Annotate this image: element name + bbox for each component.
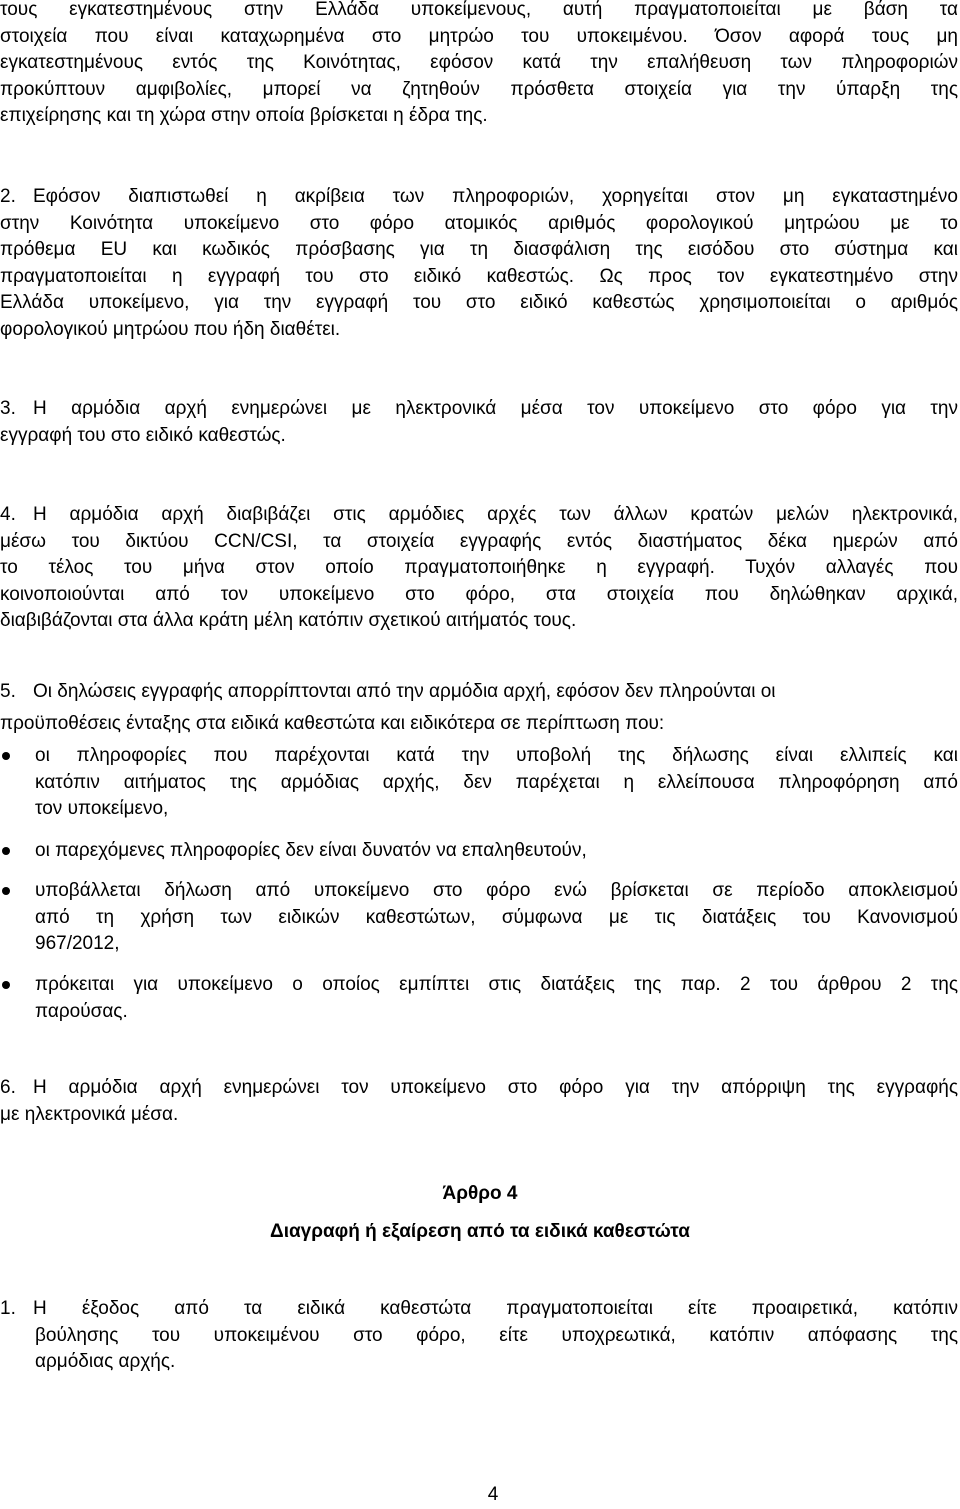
paragraph-4 bbox=[0, 502, 958, 635]
text-line: πρόθεμα EU και κωδικός πρόσβασης για τη διασφάλιση της εισόδου στο σύστημα και bbox=[0, 239, 958, 260]
text-line: κοινοποιούνται από τον υποκείμενο στο φόρο, στα στοιχεία που δηλώθηκαν αρχικά, bbox=[0, 583, 958, 605]
text-line: παρούσας. bbox=[35, 1000, 128, 1022]
paragraph-3 bbox=[0, 396, 958, 449]
text-line-content: Η αρμόδια αρχή διαβιβάζει στις αρμόδιες αρχές των άλλων κρατών μελών ηλεκτρονικά, bbox=[33, 504, 958, 525]
text-line: αρμόδιας αρχής. bbox=[35, 1351, 176, 1372]
text-line-content: Η αρμόδια αρχή ενημερώνει τον υποκείμενο στο φόρο για την απόρριψη της εγγραφής bbox=[33, 1077, 958, 1098]
text-line bbox=[0, 1075, 958, 1102]
text-line: προκύπτουν αμφιβολίες, μπορεί να ζητηθούν πρόσθετα στοιχεία για την ύπαρξη της bbox=[0, 78, 958, 100]
intro-paragraph bbox=[0, 0, 958, 130]
text-line: οι πληροφορίες που παρέχονται κατά την υποβολή της δήλωσης είναι ελλιπείς και bbox=[35, 745, 958, 766]
list-item-text bbox=[35, 743, 958, 823]
paragraph-number: 6. bbox=[0, 1077, 16, 1098]
text-line: πρόκειται για υποκείμενο ο οποίος εμπίπτει στις διατάξεις της παρ. 2 του άρθρου 2 της bbox=[35, 974, 958, 995]
text-line bbox=[0, 679, 958, 706]
article-4-paragraph-1 bbox=[0, 1296, 958, 1376]
page-number: 4 bbox=[487, 1484, 499, 1505]
text-line: βούλησης του υποκειμένου στο φόρο, είτε υποχρεωτικά, κατόπιν απόφασης της bbox=[35, 1324, 958, 1346]
text-line: τους εγκατεστημένους στην Ελλάδα υποκείμενους, αυτή πραγματοποιείται με βάση τα bbox=[0, 0, 958, 20]
paragraph-number: 2. bbox=[0, 186, 16, 207]
text-line-content: Η αρμόδια αρχή ενημερώνει με ηλεκτρονικά μέσα τον υποκείμενο στο φόρο για την bbox=[33, 398, 958, 419]
text-line bbox=[0, 1296, 958, 1323]
list-item-text bbox=[35, 838, 958, 865]
text-line: από τη χρήση των ειδικών καθεστώτων, σύμφωνα με τις διατάξεις του Κανονισμού bbox=[35, 906, 958, 928]
paragraph-number: 4. bbox=[0, 504, 16, 525]
text-line: με ηλεκτρονικά μέσα. bbox=[0, 1103, 179, 1125]
text-line: προϋποθέσεις ένταξης στα ειδικά καθεστώτα και ειδικότερα σε περίπτωση που: bbox=[0, 712, 665, 734]
paragraph-number: 5. bbox=[0, 681, 16, 702]
text-line: τον υποκείμενο, bbox=[35, 798, 169, 819]
text-line: πραγματοποιείται η εγγραφή του στο ειδικό καθεστώς. Ως προς τον εγκατεστημένο στην bbox=[0, 265, 958, 287]
text-line: κατόπιν αιτήματος της αρμόδιας αρχής, δεν παρέχεται η ελλείπουσα πληροφόρηση από bbox=[35, 771, 958, 793]
text-line bbox=[0, 396, 958, 423]
text-line-content: Η έξοδος από τα ειδικά καθεστώτα πραγματοποιείται είτε προαιρετικά, κατόπιν bbox=[33, 1298, 958, 1319]
text-line: στην Κοινότητα υποκείμενο στο φόρο ατομικός αριθμός φορολογικού μητρώου με το bbox=[0, 212, 958, 234]
bullet-icon bbox=[2, 981, 10, 989]
text-line: 967/2012, bbox=[35, 933, 120, 954]
paragraph-6 bbox=[0, 1075, 958, 1128]
list-item-text bbox=[35, 972, 958, 1025]
text-line: μέσω του δικτύου CCN/CSI, τα στοιχεία εγγραφής εντός διαστήματος δέκα ημερών από bbox=[0, 530, 958, 552]
paragraph-number: 1. bbox=[0, 1298, 16, 1319]
bullet-icon bbox=[2, 887, 10, 895]
bullet-icon bbox=[2, 847, 10, 855]
text-line: φορολογικού μητρώου που ήδη διαθέτει. bbox=[0, 318, 341, 340]
paragraph-2 bbox=[0, 184, 958, 343]
text-line: διαβιβάζονται στα άλλα κράτη μέλη κατόπιν σχετικού αιτήματός τους. bbox=[0, 610, 577, 631]
text-line: στοιχεία που είναι καταχωρημένα στο μητρώο του υποκειμένου. Όσον αφορά τους μη bbox=[0, 25, 958, 47]
text-line: εγγραφή του στο ειδικό καθεστώς. bbox=[0, 424, 286, 446]
bullet-icon bbox=[2, 752, 10, 760]
text-line: υποβάλλεται δήλωση από υποκείμενο στο φόρο ενώ βρίσκεται σε περίοδο αποκλεισμού bbox=[35, 880, 958, 901]
article-subtitle: Διαγραφή ή εξαίρεση από τα ειδικά καθεστώτα bbox=[270, 1221, 690, 1242]
text-line: Ελλάδα υποκείμενο, για την εγγραφή του στο ειδικό καθεστώς χρησιμοποιείται ο αριθμός bbox=[0, 292, 958, 313]
paragraph-5 bbox=[0, 679, 958, 737]
article-title: Άρθρο 4 bbox=[442, 1183, 518, 1204]
text-line: εγκατεστημένους εντός της Κοινότητας, εφόσον κατά την επαλήθευση των πληροφοριών bbox=[0, 52, 958, 73]
text-line bbox=[0, 502, 958, 529]
paragraph-number: 3. bbox=[0, 398, 16, 419]
text-line: το τέλος του μήνα στον οποίο πραγματοποιήθηκε η εγγραφή. Τυχόν αλλαγές που bbox=[0, 557, 958, 578]
text-line-content: Εφόσον διαπιστωθεί η ακρίβεια των πληροφοριών, χορηγείται στον μη εγκαταστημένο bbox=[33, 186, 958, 207]
text-line: οι παρεχόμενες πληροφορίες δεν είναι δυνατόν να επαληθευτούν, bbox=[35, 840, 587, 861]
text-line: επιχείρησης και τη χώρα στην οποία βρίσκεται η έδρα της. bbox=[0, 105, 488, 126]
text-line-content: Οι δηλώσεις εγγραφής απορρίπτονται από την αρμόδια αρχή, εφόσον δεν πληρούνται οι bbox=[33, 681, 776, 702]
text-line bbox=[0, 184, 958, 211]
list-item-text bbox=[35, 878, 958, 958]
